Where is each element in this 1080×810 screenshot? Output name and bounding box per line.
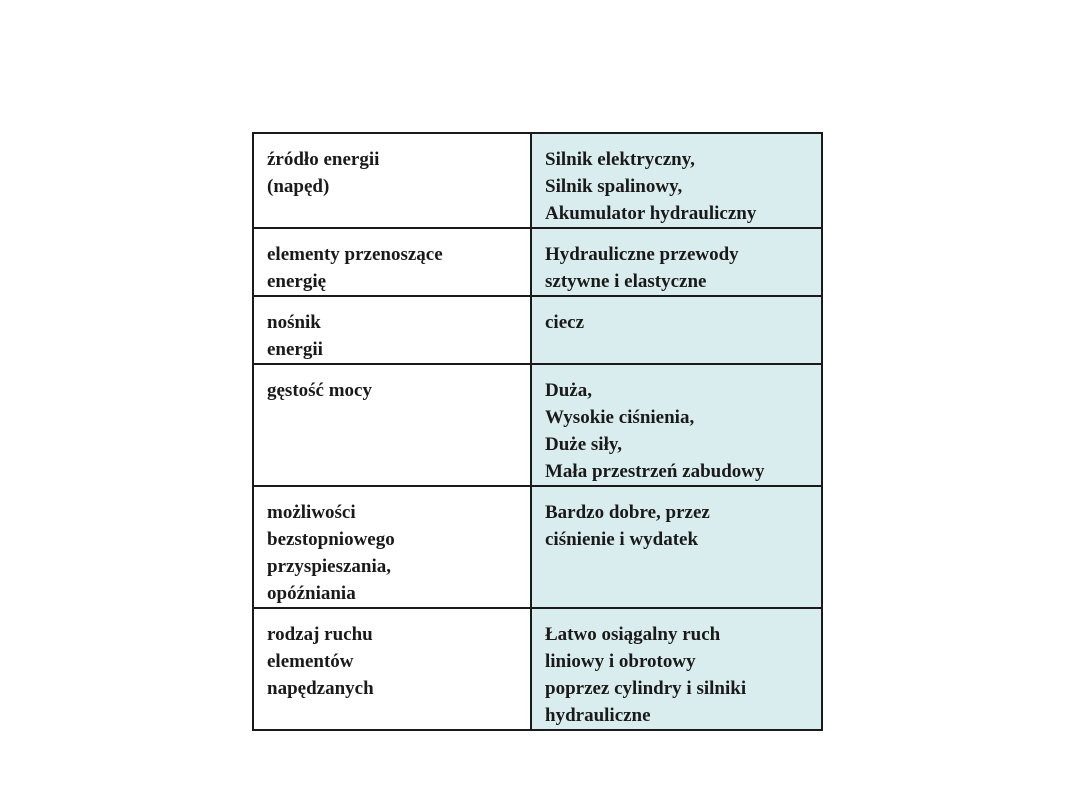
table-row [253, 364, 822, 486]
value-line: Akumulator hydrauliczny [545, 203, 757, 224]
value-line: Hydrauliczne przewody [545, 244, 739, 265]
value-line: Mała przestrzeń zabudowy [545, 461, 765, 482]
label-line: źródło energii [267, 149, 380, 170]
value-line: hydrauliczne [545, 705, 651, 726]
comparison-table-container [252, 132, 821, 731]
property-value-cell [531, 364, 822, 486]
label-line: możliwości [267, 502, 356, 523]
label-line: bezstopniowego [267, 529, 395, 550]
property-label-cell [253, 228, 531, 296]
label-line: gęstość mocy [267, 380, 372, 401]
property-label-cell [253, 133, 531, 228]
label-line: energię [267, 271, 327, 292]
value-line: Duża, [545, 380, 592, 401]
label-line: energii [267, 339, 323, 360]
hydraulic-drive-properties-table [252, 132, 823, 731]
property-value-cell [531, 133, 822, 228]
label-line: nośnik [267, 312, 321, 333]
property-value-cell [531, 228, 822, 296]
label-line: opóźniania [267, 583, 356, 604]
value-line: Bardzo dobre, przez [545, 502, 710, 523]
value-line: Łatwo osiągalny ruch [545, 624, 721, 645]
value-line: Silnik elektryczny, [545, 149, 695, 170]
table-row [253, 228, 822, 296]
label-line: napędzanych [267, 678, 374, 699]
table-row [253, 133, 822, 228]
label-line: przyspieszania, [267, 556, 392, 577]
table-row [253, 296, 822, 364]
property-label-cell [253, 296, 531, 364]
value-line: ciśnienie i wydatek [545, 529, 699, 550]
value-line: poprzez cylindry i silniki [545, 678, 747, 699]
value-line: sztywne i elastyczne [545, 271, 707, 292]
value-line: liniowy i obrotowy [545, 651, 696, 672]
property-value-cell [531, 486, 822, 608]
label-line: rodzaj ruchu [267, 624, 373, 645]
label-line: elementów [267, 651, 354, 672]
property-value-cell [531, 296, 822, 364]
value-line: ciecz [545, 312, 585, 333]
property-label-cell [253, 608, 531, 730]
property-label-cell [253, 486, 531, 608]
value-line: Wysokie ciśnienia, [545, 407, 695, 428]
value-line: Silnik spalinowy, [545, 176, 683, 197]
table-row [253, 608, 822, 730]
table-row [253, 486, 822, 608]
label-line: (napęd) [267, 176, 330, 197]
property-value-cell [531, 608, 822, 730]
property-label-cell [253, 364, 531, 486]
value-line: Duże siły, [545, 434, 623, 455]
label-line: elementy przenoszące [267, 244, 443, 265]
